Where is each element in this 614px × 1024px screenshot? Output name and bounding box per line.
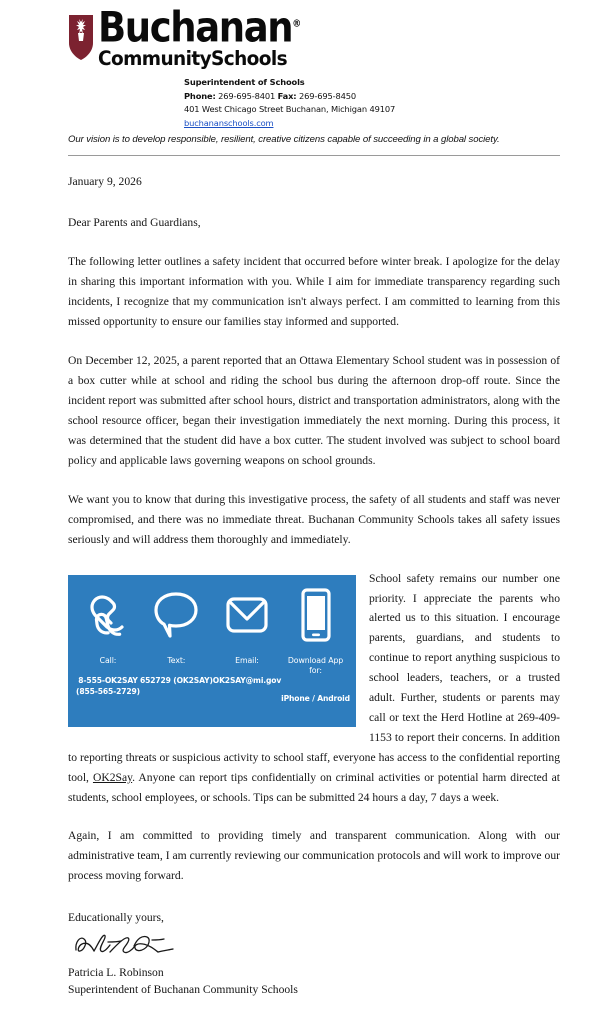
contact-address: 401 West Chicago Street Buchanan, Michigan 49107	[184, 104, 396, 115]
contact-website-row	[184, 117, 560, 130]
phone-label: Phone:	[184, 90, 216, 101]
contact-title: Superintendent of Schools	[184, 77, 305, 88]
website-link[interactable]: buchananschools.com	[184, 117, 274, 128]
paragraph-incident: On December 12, 2025, a parent reported that an Ottawa Elementary School student was in possession of a box cutter while at school and riding the school bus during the afternoon drop-off route. Since the incident report was submitted after school hours, district and transportation administrators, along with the school resource officer, began their investigation immediately the next morning. During this process, it was determined that the student did have a box cutter. The student involved was subject to school board policy and applicable laws governing weapons on school grounds.	[68, 354, 560, 467]
signature-image	[72, 930, 560, 964]
salutation: Dear Parents and Guardians,	[68, 216, 201, 230]
district-logo	[68, 3, 560, 70]
ok2say-call-number: 8-555-OK2SAY	[78, 676, 138, 686]
logo-name	[98, 3, 302, 52]
fax-number: 269-695-8450	[298, 90, 356, 101]
paragraph-reassurance: We want you to know that during this investigative process, the safety of all students and staff was never compromised, and there was no immediate threat. Buchanan Community Schools takes all safety issues seriously and will address them thoroughly and immediately.	[68, 492, 560, 546]
fax-label: Fax:	[277, 90, 297, 101]
speech-bubble-icon	[152, 584, 200, 646]
paragraph-reporting-block	[68, 569, 560, 808]
ok2say-value-call	[76, 675, 140, 697]
envelope-icon	[224, 584, 270, 646]
contact-phone-fax	[184, 90, 560, 103]
contact-block	[184, 76, 560, 130]
ok2say-label-call: Call:	[99, 655, 117, 665]
paragraph-commitment: Again, I am committed to providing timely and transparent communication. Along with our administrative team, I am currently reviewing our communication protocols and will work to improve our process moving forward.	[68, 828, 560, 882]
phone-handset-icon	[85, 584, 131, 646]
letter-body	[0, 172, 614, 999]
ok2say-column-app	[281, 584, 350, 704]
phone-number: 269-695-8401	[218, 90, 276, 101]
ok2say-label-email: Email:	[235, 655, 259, 665]
ok2say-link[interactable]: OK2Say	[92, 770, 133, 784]
ok2say-column-email	[213, 584, 281, 687]
paragraph-reporting-text-before: School safety remains our number one priority. I appreciate the parents who alerted us to this situation. I encourage parents, guardians, and students to continue to report anything suspicious to school leaders, teachers, or a trusted adult. Further, students or parents may call or text the Herd Hotline at 269-409-1153 to report their concerns. In addition to reporting threats or suspicious activity to school staff, everyone has access to the confidential reporting tool,	[68, 571, 560, 784]
letterhead	[0, 0, 614, 156]
ok2say-graphic	[68, 575, 356, 727]
buck-shield-emblem-icon	[68, 13, 94, 61]
paragraph-reporting-text-after: . Anyone can report tips confidentially on criminal activities or potential harm directed at students, school employees, or schools. Tips can be submitted 24 hours a day, 7 days a week.	[68, 770, 560, 804]
header-divider	[68, 155, 560, 156]
paragraph-apology: The following letter outlines a safety incident that occurred before winter break. I apologize for the delay in sharing this important information with you. While I aim for immediate transparency regarding such incidents, I recognize that my communication isn't always perfect. I am committed to learning from this missed opportunity to ensure our families stay informed and supported.	[68, 255, 560, 329]
ok2say-call-alt-number: (855-565-2729)	[76, 687, 140, 697]
logo-subtitle: CommunitySchools	[98, 47, 288, 70]
ok2say-value-app: iPhone / Android	[281, 693, 350, 703]
ok2say-label-app: Download App for:	[287, 655, 344, 676]
ok2say-label-text: Text:	[167, 655, 186, 665]
ok2say-value-text: 652729 (OK2SAY)	[139, 676, 213, 686]
logo-wordmark	[98, 3, 302, 70]
signer-name: Patricia L. Robinson	[68, 965, 164, 979]
letter-date: January 9, 2026	[68, 174, 142, 188]
ok2say-column-call	[76, 584, 140, 698]
vision-statement: Our vision is to develop responsible, resilient, creative citizens capable of succeeding in a global society.	[68, 134, 500, 146]
closing-line: Educationally yours,	[68, 910, 164, 924]
smartphone-icon	[299, 584, 333, 646]
ok2say-value-email: OK2SAY@mi.gov	[212, 676, 282, 686]
registered-mark: ®	[292, 18, 302, 30]
signer-title: Superintendent of Buchanan Community Schools	[68, 982, 298, 996]
signer-block	[68, 964, 560, 999]
ok2say-column-text	[140, 584, 213, 687]
logo-name-text: Buchanan	[98, 3, 293, 52]
